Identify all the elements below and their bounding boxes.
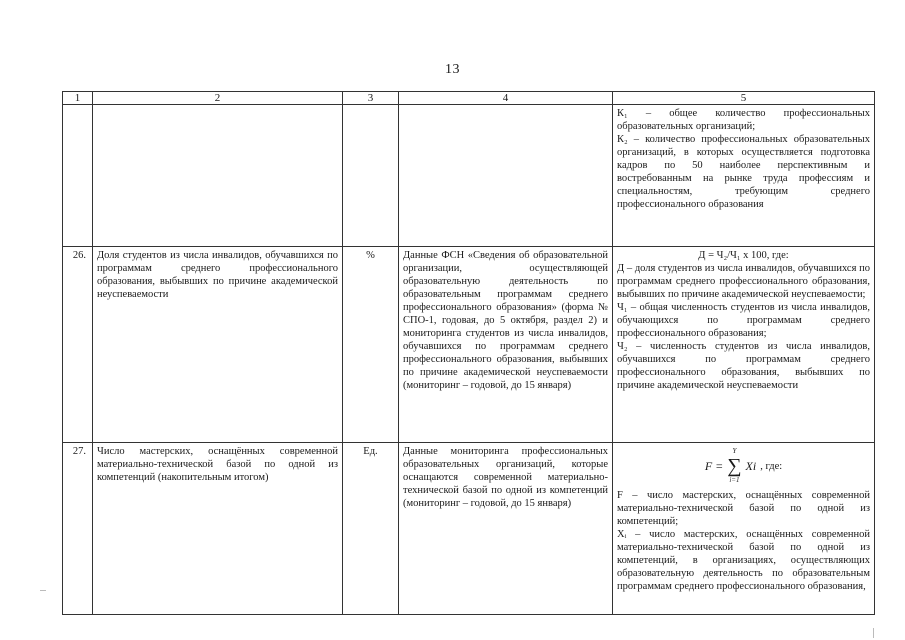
sum-term: Xi [745, 458, 757, 473]
scan-mark [873, 628, 874, 638]
source-cell: Данные ФСН «Сведения об образовательной организации, осуществляющей образовательную деятельность по образовательным программам среднего профессионального образования» (форма № СПО-1, годовая, до 5 октября, раздел 2) и мониторинга студентов из числа инвалидов, обучавшихся по программам среднего профессионального образования, выбывших по причине академической неуспеваемости (мониторинг – годовой, до 15 января) [399, 247, 613, 443]
header-col-5: 5 [613, 92, 875, 105]
table-row [63, 247, 875, 443]
source-cell [399, 105, 613, 247]
table-header-row [63, 92, 875, 105]
indicator-table [62, 91, 875, 615]
formula: Д = Ч₂/Ч₁ х 100, где: [698, 250, 789, 261]
method-line: Ч₁ – общая численность студентов из числа инвалидов, обучающихся по программам среднего профессионального образования; [617, 302, 870, 339]
formula-lhs: F = [704, 458, 724, 473]
method-cell [613, 443, 875, 615]
method-line: Ч₂ – численность студентов из числа инвалидов, обучавшихся по программам среднего профессионального образования, выбывших по причине академической неуспеваемости [617, 341, 870, 391]
row-number: 26. [63, 247, 93, 443]
source-cell: Данные мониторинга профессиональных образовательных организаций, которые оснащаются современной материально-технической базой по одной из компетенций (мониторинг – годовой, до 15 января) [399, 443, 613, 615]
method-cell [613, 105, 875, 247]
unit-cell: % [343, 247, 399, 443]
table-row [63, 443, 875, 615]
method-line: К₁ – общее количество профессиональных образовательных организаций; [617, 108, 870, 132]
method-line: Xᵢ – число мастерских, оснащённых современной материально-технической базой по одной из компетенций, в организациях, осуществляющих образовательную деятельность по образовательным программам среднего профессионального образования, [617, 529, 870, 592]
page-number: 13 [445, 62, 460, 77]
row-number: 27. [63, 443, 93, 615]
indicator-name: Число мастерских, оснащённых современной материально-технической базой по одной из компетенций (накопительным итогом) [93, 443, 343, 615]
scan-mark [40, 590, 46, 591]
sum-lower-limit: i=1 [729, 476, 740, 484]
sum-formula [617, 447, 870, 485]
method-line: К₂ – количество профессиональных образовательных организаций, в которых осуществляется подготовка кадров по 50 наиболее перспективным и востребованным на рынке труда профессиям и специальностям, требующим среднего профессионального образования [617, 134, 870, 210]
sigma-block [727, 447, 741, 485]
method-line: F – число мастерских, оснащённых современной материально-технической базой по одной из компетенций; [617, 490, 870, 527]
indicator-name: Доля студентов из числа инвалидов, обучавшихся по программам среднего профессионального образования, выбывших по причине академической неуспеваемости [93, 247, 343, 443]
row-number [63, 105, 93, 247]
sigma-symbol: ∑ [727, 455, 742, 477]
header-col-1: 1 [63, 92, 93, 105]
header-col-2: 2 [93, 92, 343, 105]
header-col-4: 4 [399, 92, 613, 105]
table-row [63, 105, 875, 247]
method-cell [613, 247, 875, 443]
indicator-name [93, 105, 343, 247]
method-line: Д – доля студентов из числа инвалидов, обучавшихся по программам среднего профессионального образования, выбывших по причине академической неуспеваемости; [617, 263, 870, 300]
sum-upper-limit: Y [732, 447, 737, 455]
header-col-3: 3 [343, 92, 399, 105]
formula-tail: , где: [760, 460, 783, 472]
unit-cell: Ед. [343, 443, 399, 615]
unit-cell [343, 105, 399, 247]
